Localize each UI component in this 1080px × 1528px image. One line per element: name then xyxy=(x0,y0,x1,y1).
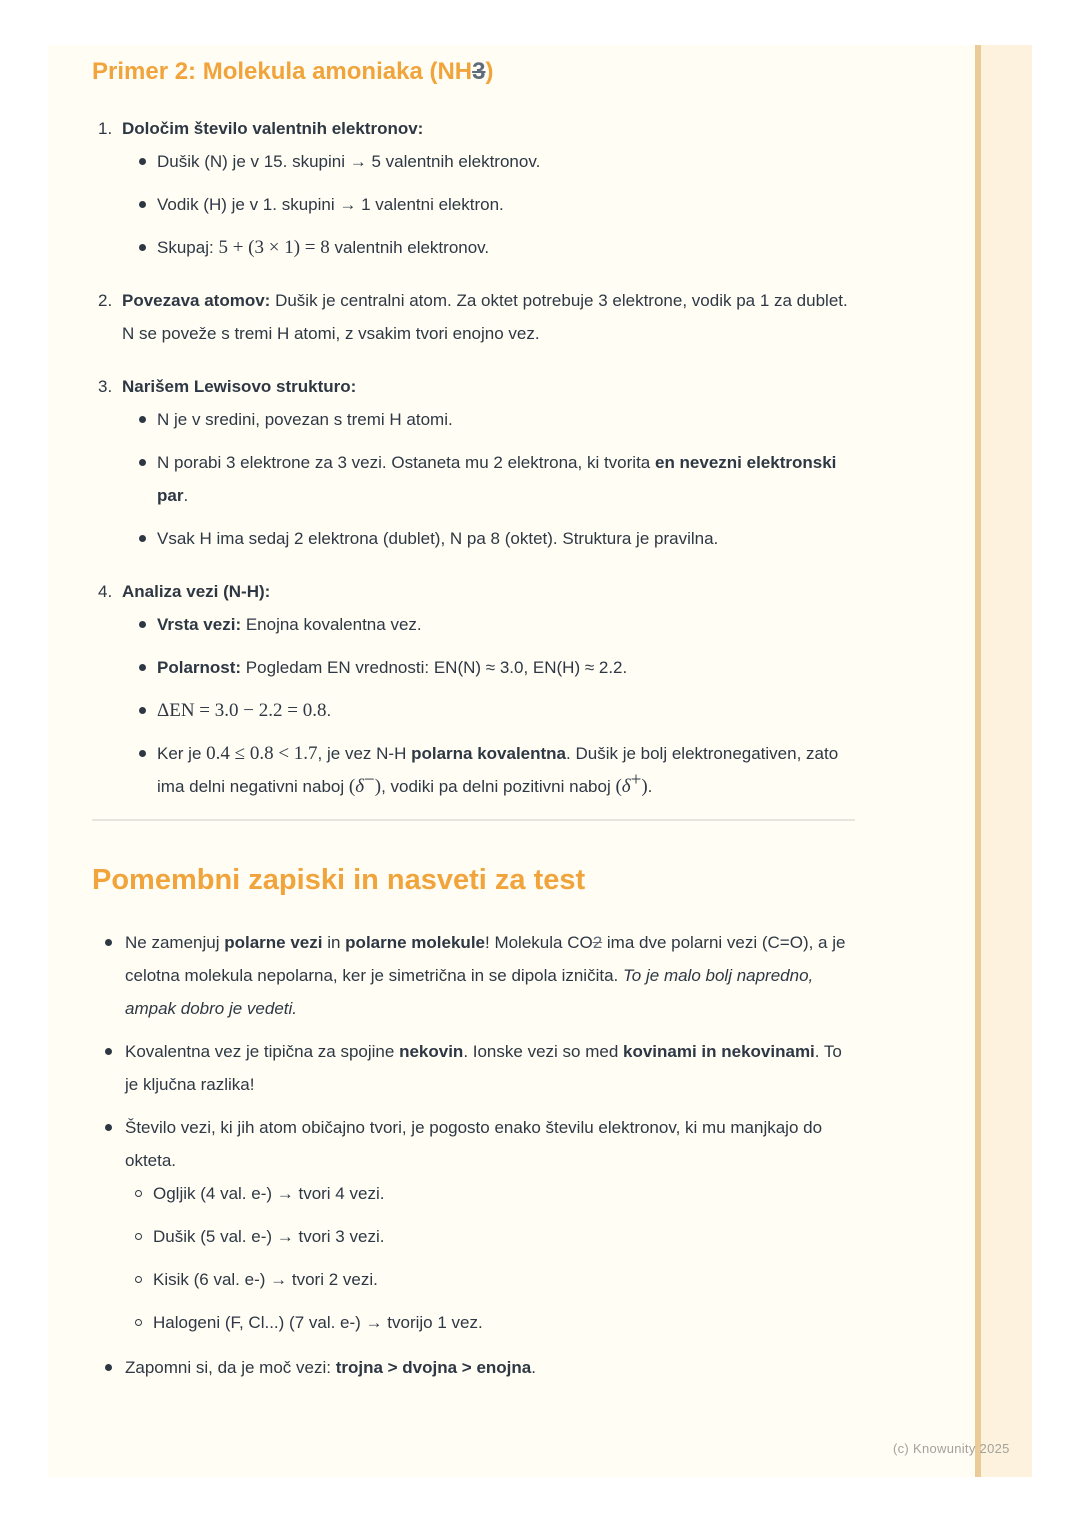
text-segment: Dušik (5 val. e-) → tvori 3 vezi. xyxy=(153,1227,385,1246)
list-item-text xyxy=(125,1358,536,1377)
item-number: 4. xyxy=(98,582,113,601)
bullet-dot-icon xyxy=(139,621,146,628)
list-item xyxy=(92,926,855,1025)
bullet-dot-icon xyxy=(139,664,146,671)
text-segment: , vodiki pa delni pozitivni naboj xyxy=(381,777,616,796)
text-segment: N je v sredini, povezan s tremi H atomi. xyxy=(157,410,453,429)
list-item-text xyxy=(157,658,627,677)
list-item-text xyxy=(125,1118,822,1170)
footer-copyright: (c) Knowunity 2025 xyxy=(893,1441,1010,1456)
item-number: 2. xyxy=(98,291,113,310)
list-item-text xyxy=(125,1042,842,1094)
list-item xyxy=(92,1177,855,1210)
side-stripe xyxy=(975,45,1032,1477)
text-segment: Analiza vezi (N-H): xyxy=(122,582,271,601)
text-segment: 3 xyxy=(472,58,486,85)
text-segment: Povezava atomov: xyxy=(122,291,271,310)
text-segment: Določim število valentnih elektronov: xyxy=(122,119,424,138)
text-segment: kovinami in nekovinami xyxy=(623,1042,815,1061)
text-segment: valentnih elektronov. xyxy=(329,238,490,257)
list-item xyxy=(92,1111,855,1177)
list-item-text xyxy=(153,1270,378,1289)
text-segment: Vsak H ima sedaj 2 elektrona (dublet), N pa 8 (oktet). Struktura je pravilna. xyxy=(157,529,719,548)
text-segment: Kovalentna vez je tipična za spojine xyxy=(125,1042,400,1061)
list-item-text xyxy=(122,291,848,343)
text-segment: δ xyxy=(621,776,631,797)
text-segment: 2 xyxy=(592,933,603,952)
text-segment: trojna > dvojna > enojna xyxy=(335,1358,532,1377)
text-segment: ( xyxy=(348,776,356,797)
bullet-dot-icon xyxy=(139,244,146,251)
example-heading xyxy=(92,57,855,86)
text-segment: polarne molekule xyxy=(345,933,485,952)
document-page xyxy=(48,45,1032,1477)
text-segment: To je malo bolj napredno, ampak dobro je vedeti. xyxy=(125,966,814,1018)
bullet-dot-icon xyxy=(105,1124,112,1131)
list-item xyxy=(92,145,855,178)
list-item-text xyxy=(157,410,453,429)
bullet-dot-icon xyxy=(105,939,112,946)
text-segment: − xyxy=(364,769,375,791)
text-segment: δ xyxy=(355,776,365,797)
text-segment: polarna kovalentna xyxy=(411,744,567,763)
text-segment: Ogljik (4 val. e-) → tvori 4 vezi. xyxy=(153,1184,385,1203)
bullet-dot-icon xyxy=(139,201,146,208)
text-segment: N porabi 3 elektrone za 3 vezi. Ostaneta mu 2 elektrona, ki tvorita xyxy=(157,453,655,472)
text-segment: Skupaj: xyxy=(157,238,219,257)
text-segment: ) xyxy=(641,776,648,797)
list-item-text xyxy=(122,582,270,601)
list-item-text xyxy=(157,238,489,257)
list-item-text xyxy=(153,1184,384,1203)
text-segment: in xyxy=(322,933,346,952)
list-item-text xyxy=(122,119,423,138)
text-segment: Ker je xyxy=(157,744,207,763)
list-item xyxy=(92,1306,855,1339)
text-segment: . xyxy=(531,1358,536,1377)
list-item-text xyxy=(157,195,504,214)
text-segment: nekovin xyxy=(399,1042,464,1061)
text-segment: ΔEN = 3.0 − 2.2 = 0.8 xyxy=(157,700,327,721)
list-item-text xyxy=(157,615,422,634)
text-segment: Dušik je centralni atom. Za oktet potrebuje 3 elektrone, vodik pa 1 za dublet. N se poveže s tremi H atomi, z vsakim tvori enojno vez. xyxy=(122,291,848,343)
text-segment: . xyxy=(647,777,653,796)
text-segment: Zapomni si, da je moč vezi: xyxy=(125,1358,336,1377)
text-segment: Vrsta vezi: xyxy=(157,615,242,634)
list-item xyxy=(92,1035,855,1101)
text-segment: polarne vezi xyxy=(224,933,323,952)
bullet-circle-icon xyxy=(135,1319,142,1326)
text-segment: . xyxy=(183,486,189,505)
list-item-text xyxy=(153,1227,384,1246)
list-item xyxy=(92,188,855,221)
text-segment: Narišem Lewisovo strukturo: xyxy=(122,377,357,396)
bullet-dot-icon xyxy=(139,707,146,714)
major-section-heading xyxy=(92,863,855,898)
list-item xyxy=(92,608,855,641)
document-content xyxy=(48,45,855,1384)
list-item xyxy=(92,403,855,436)
text-segment: ) xyxy=(374,776,382,797)
bullet-dot-icon xyxy=(139,750,146,757)
text-segment: . To je ključna razlika! xyxy=(125,1042,842,1094)
numbered-item xyxy=(92,284,855,350)
text-segment: Pomembni zapiski in nasveti za test xyxy=(92,864,586,896)
bullet-dot-icon xyxy=(139,158,146,165)
text-segment: Primer 2: Molekula amoniaka (NH xyxy=(92,58,473,85)
bullet-dot-icon xyxy=(105,1364,112,1371)
text-segment: Ne zamenjuj xyxy=(125,933,225,952)
section-divider xyxy=(92,819,855,821)
text-segment: . xyxy=(326,701,332,720)
item-number: 1. xyxy=(98,119,113,138)
list-item-text xyxy=(157,152,540,171)
text-segment: + xyxy=(630,769,642,791)
text-segment: ( xyxy=(615,776,622,797)
list-item xyxy=(92,1351,855,1384)
text-segment: Pogledam EN vrednosti: EN(N) ≈ 3.0, EN(H) ≈ 2.2. xyxy=(241,658,628,677)
bullet-circle-icon xyxy=(135,1233,142,1240)
list-item xyxy=(92,694,855,727)
list-item xyxy=(92,737,855,803)
bullet-circle-icon xyxy=(135,1276,142,1283)
text-segment: . Ionske vezi so med xyxy=(463,1042,623,1061)
list-item xyxy=(92,522,855,555)
bullet-dot-icon xyxy=(139,535,146,542)
list-item xyxy=(92,651,855,684)
list-item-text xyxy=(157,744,838,796)
text-segment: ! Molekula CO xyxy=(485,933,593,952)
text-segment: en nevezni elektronski par xyxy=(157,453,837,505)
list-item xyxy=(92,231,855,264)
list-item-text xyxy=(122,377,356,396)
text-segment: ) xyxy=(485,58,494,85)
text-segment: Halogeni (F, Cl...) (7 val. e-) → tvorijo 1 vez. xyxy=(153,1313,483,1332)
text-segment: 0.4 ≤ 0.8 < 1.7 xyxy=(206,743,318,764)
list-item-text xyxy=(157,529,718,548)
text-segment: ima dve polarni vezi (C=O), a je celotna molekula nepolarna, ker je simetrična in se dipola izničita. xyxy=(125,933,846,985)
numbered-item xyxy=(92,370,855,403)
numbered-item xyxy=(92,112,855,145)
text-segment: Dušik (N) je v 15. skupini → 5 valentnih elektronov. xyxy=(157,152,541,171)
text-segment: , je vez N-H xyxy=(317,744,412,763)
numbered-item xyxy=(92,575,855,608)
bullet-dot-icon xyxy=(139,459,146,466)
text-segment: . Dušik je bolj elektronegativen, zato ima delni negativni naboj xyxy=(157,744,839,796)
bullet-dot-icon xyxy=(139,416,146,423)
list-item-text xyxy=(125,933,845,1018)
list-item xyxy=(92,1220,855,1253)
list-item-text xyxy=(153,1313,483,1332)
text-segment: 5 + (3 × 1) = 8 xyxy=(218,237,330,258)
text-segment: Kisik (6 val. e-) → tvori 2 vezi. xyxy=(153,1270,378,1289)
list-item-text xyxy=(157,701,331,720)
text-segment: Polarnost: xyxy=(157,658,242,677)
text-segment: Enojna kovalentna vez. xyxy=(241,615,422,634)
list-item-text xyxy=(157,453,836,505)
bullet-circle-icon xyxy=(135,1190,142,1197)
item-number: 3. xyxy=(98,377,113,396)
list-item xyxy=(92,446,855,512)
text-segment: Vodik (H) je v 1. skupini → 1 valentni elektron. xyxy=(157,195,504,214)
bullet-dot-icon xyxy=(105,1048,112,1055)
text-segment: Število vezi, ki jih atom običajno tvori, je pogosto enako številu elektronov, ki mu manjkajo do okteta. xyxy=(125,1118,823,1170)
list-item xyxy=(92,1263,855,1296)
